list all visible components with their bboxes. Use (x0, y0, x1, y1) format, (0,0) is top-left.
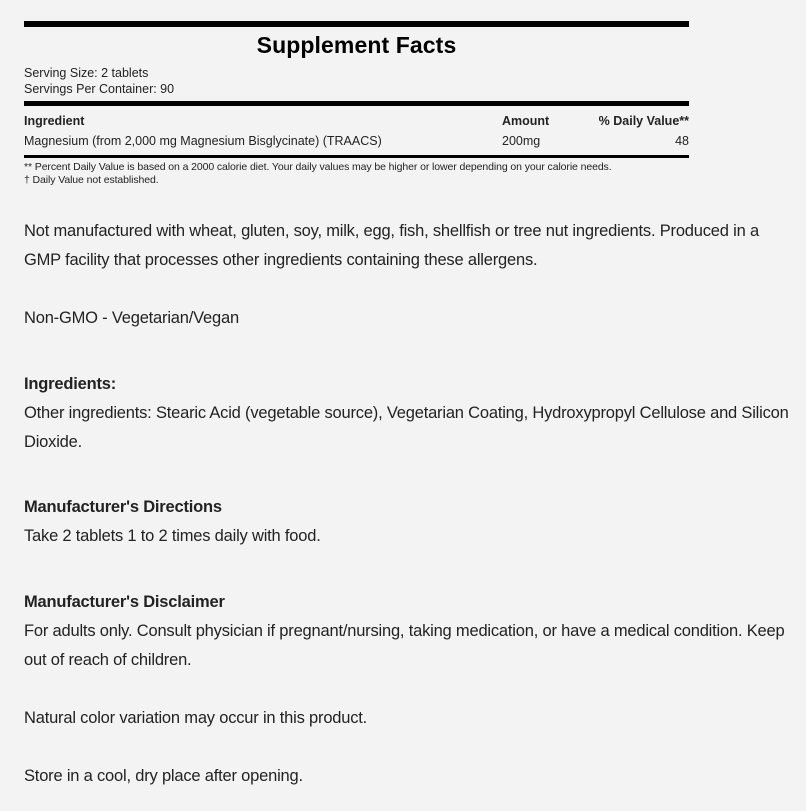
dietary-statement: Non-GMO - Vegetarian/Vegan (24, 309, 239, 327)
ingredients-heading: Ingredients: (24, 375, 117, 393)
color-variation-note: Natural color variation may occur in this product. (24, 709, 368, 727)
cell-ingredient: Magnesium (from 2,000 mg Magnesium Bisglycinate) (TRAACS) (24, 134, 382, 148)
disclaimer-text: For adults only. Consult physician if pregnant/nursing, taking medication, or have a medical condition. Keep out of reach of children. (24, 622, 785, 669)
table-row (24, 131, 689, 151)
product-details (24, 217, 794, 791)
disclaimer-heading: Manufacturer's Disclaimer (24, 593, 225, 611)
storage-note: Store in a cool, dry place after opening. (24, 767, 303, 785)
footnote-daily-value: ** Percent Daily Value is based on a 2000 calorie diet. Your daily values may be higher or lower depending on your calorie needs. (24, 161, 612, 173)
directions-text: Take 2 tablets 1 to 2 times daily with food. (24, 527, 321, 545)
table-header-row (24, 111, 689, 131)
directions-heading: Manufacturer's Directions (24, 498, 222, 516)
supplement-facts-panel (24, 21, 689, 186)
header-daily-value: % Daily Value** (598, 114, 689, 128)
footnote-not-established: † Daily Value not established. (24, 173, 159, 186)
servings-per-container: Servings Per Container: 90 (24, 82, 175, 96)
footnotes (24, 158, 689, 186)
serving-info (24, 65, 689, 101)
serving-size: Serving Size: 2 tablets (24, 66, 149, 80)
header-ingredient: Ingredient (24, 114, 85, 128)
ingredients-text: Other ingredients: Stearic Acid (vegetable source), Vegetarian Coating, Hydroxypropyl Cellulose and Silicon Dioxide. (24, 404, 789, 451)
allergen-statement: Not manufactured with wheat, gluten, soy, milk, egg, fish, shellfish or tree nut ingredients. Produced in a GMP facility that processes other ingredients containing these allergens. (24, 222, 759, 269)
cell-daily-value: 48 (675, 134, 689, 148)
supplement-facts-title: Supplement Facts (256, 32, 457, 58)
header-amount: Amount (502, 114, 550, 128)
cell-amount: 200mg (502, 134, 541, 148)
facts-table (24, 106, 689, 155)
